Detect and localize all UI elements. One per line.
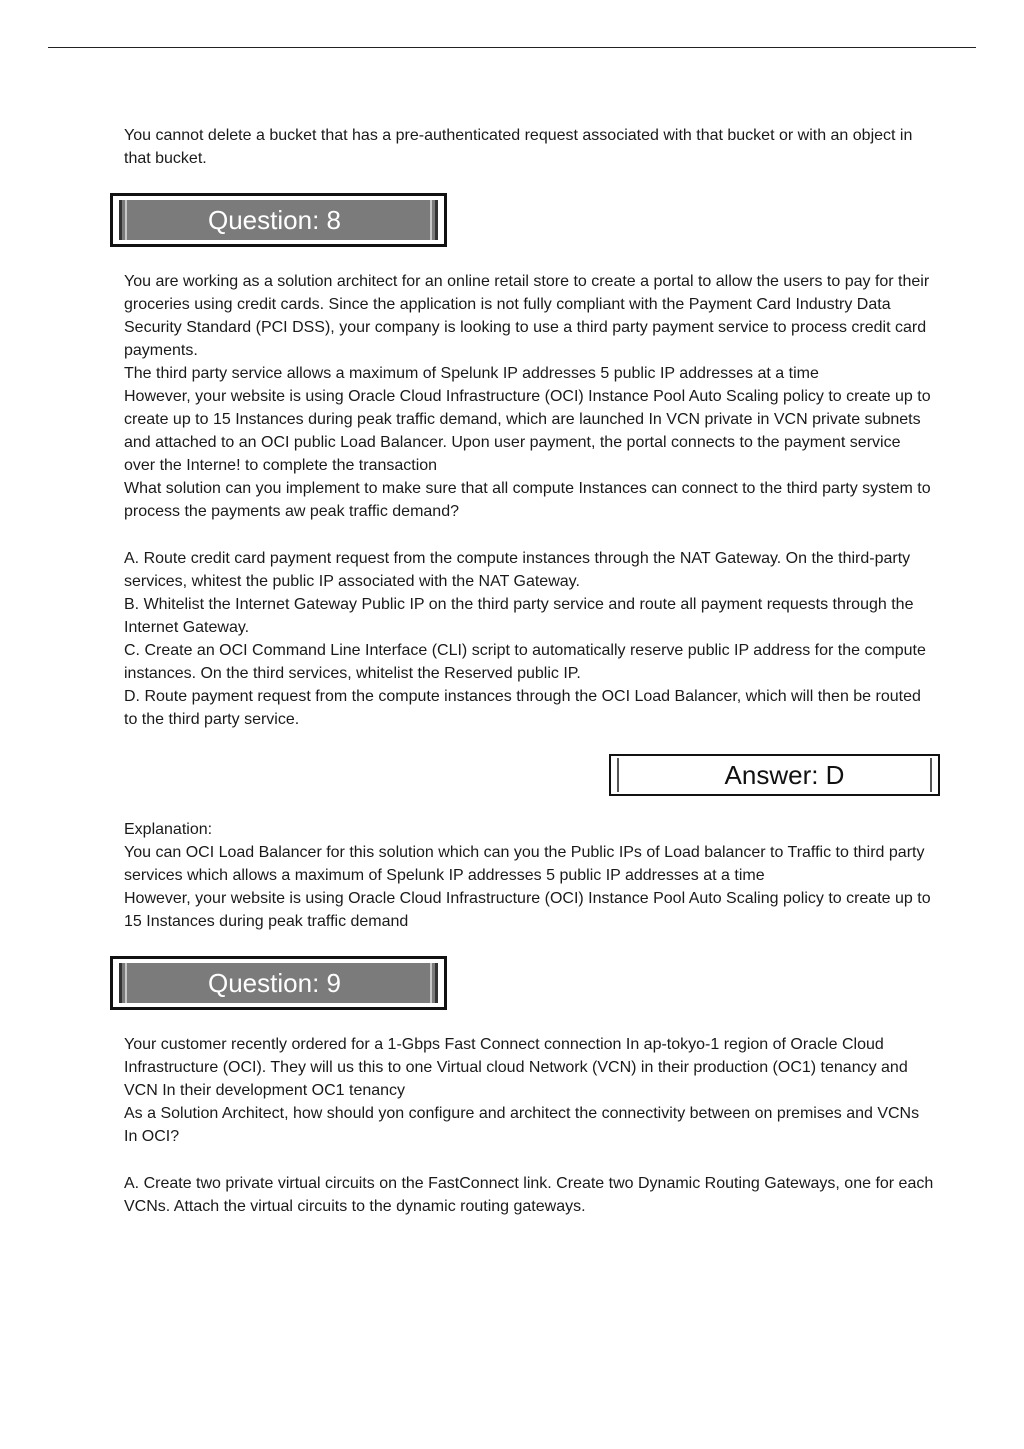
question-9-scenario: Your customer recently ordered for a 1-Gbps Fast Connect connection In ap-tokyo-1 region of Oracle Cloud Infrastructure (OCI). They will us this to one Virtual cloud Network (VCN) in their production (OC1) tenancy and VCN In their development OC1 tenancy — [124, 1036, 908, 1099]
explanation-heading: Explanation: — [124, 821, 213, 838]
page-top-rule — [48, 47, 976, 48]
explanation-text-2: However, your website is using Oracle Cloud Infrastructure (OCI) Instance Pool Auto Scaling policy to create up to 15 Instances during peak traffic demand — [124, 890, 931, 930]
question-9-body — [124, 1033, 934, 1148]
question-8-scenario: You are working as a solution architect for an online retail store to create a portal to allow the users to pay for their groceries using credit cards. Since the application is not fully compliant with the Payment Card Industry Data Security Standard (PCI DSS), your company is looking to use a third party payment service to process credit card payments. — [124, 273, 930, 359]
question-8-options — [124, 547, 934, 731]
explanation-block — [124, 818, 934, 933]
intro-text: You cannot delete a bucket that has a pre-authenticated request associated with that bucket or with an object in that bucket. — [124, 127, 913, 167]
question-8-option-d: D. Route payment request from the compute instances through the OCI Load Balancer, which will then be routed to the third party service. — [124, 688, 921, 728]
question-8-option-c: C. Create an OCI Command Line Interface (CLI) script to automatically reserve public IP address for the compute instances. On the third services, whitelist the Reserved public IP. — [124, 642, 926, 682]
question-9-option-a: A. Create two private virtual circuits on the FastConnect link. Create two Dynamic Routing Gateways, one for each VCNs. Attach the virtual circuits to the dynamic routing gateways. — [124, 1175, 934, 1215]
question-8-option-a: A. Route credit card payment request from the compute instances through the NAT Gateway. On the third-party services, whitest the public IP associated with the NAT Gateway. — [124, 550, 911, 590]
intro-paragraph — [124, 124, 934, 170]
answer-label: Answer: D — [724, 760, 845, 790]
question-9-header-band — [119, 963, 438, 1003]
question-9-prompt: As a Solution Architect, how should yon configure and architect the connectivity between on premises and VCNs In OCI? — [124, 1105, 920, 1145]
question-8-option-b: B. Whitelist the Internet Gateway Public IP on the third party service and route all payment requests through the Internet Gateway. — [124, 596, 914, 636]
question-8-title: Question: 8 — [208, 205, 341, 235]
question-9-title: Question: 9 — [208, 968, 341, 998]
explanation-text-1: You can OCI Load Balancer for this solution which can you the Public IPs of Load balancer to Traffic to third party services which allows a maximum of Spelunk IP addresses 5 public IP addresses at a time — [124, 844, 925, 884]
answer-box — [609, 754, 940, 796]
question-8-context: However, your website is using Oracle Cloud Infrastructure (OCI) Instance Pool Auto Scaling policy to create up to create up to 15 Instances during peak traffic demand, which are launched In VCN private in VCN private subnets and attached to an OCI public Load Balancer. Upon user payment, the portal connects to the payment service over the Interne! to complete the transaction — [124, 388, 931, 474]
question-8-constraint: The third party service allows a maximum of Spelunk IP addresses 5 public IP addresses at a time — [124, 365, 819, 382]
question-8-prompt: What solution can you implement to make sure that all compute Instances can connect to the third party system to process the payments aw peak traffic demand? — [124, 480, 931, 520]
question-8-header-band — [119, 200, 438, 240]
question-9-header — [110, 956, 447, 1010]
question-9-options — [124, 1172, 934, 1218]
answer-box-inner — [617, 758, 932, 792]
question-8-header — [110, 193, 447, 247]
question-8-body — [124, 270, 934, 523]
